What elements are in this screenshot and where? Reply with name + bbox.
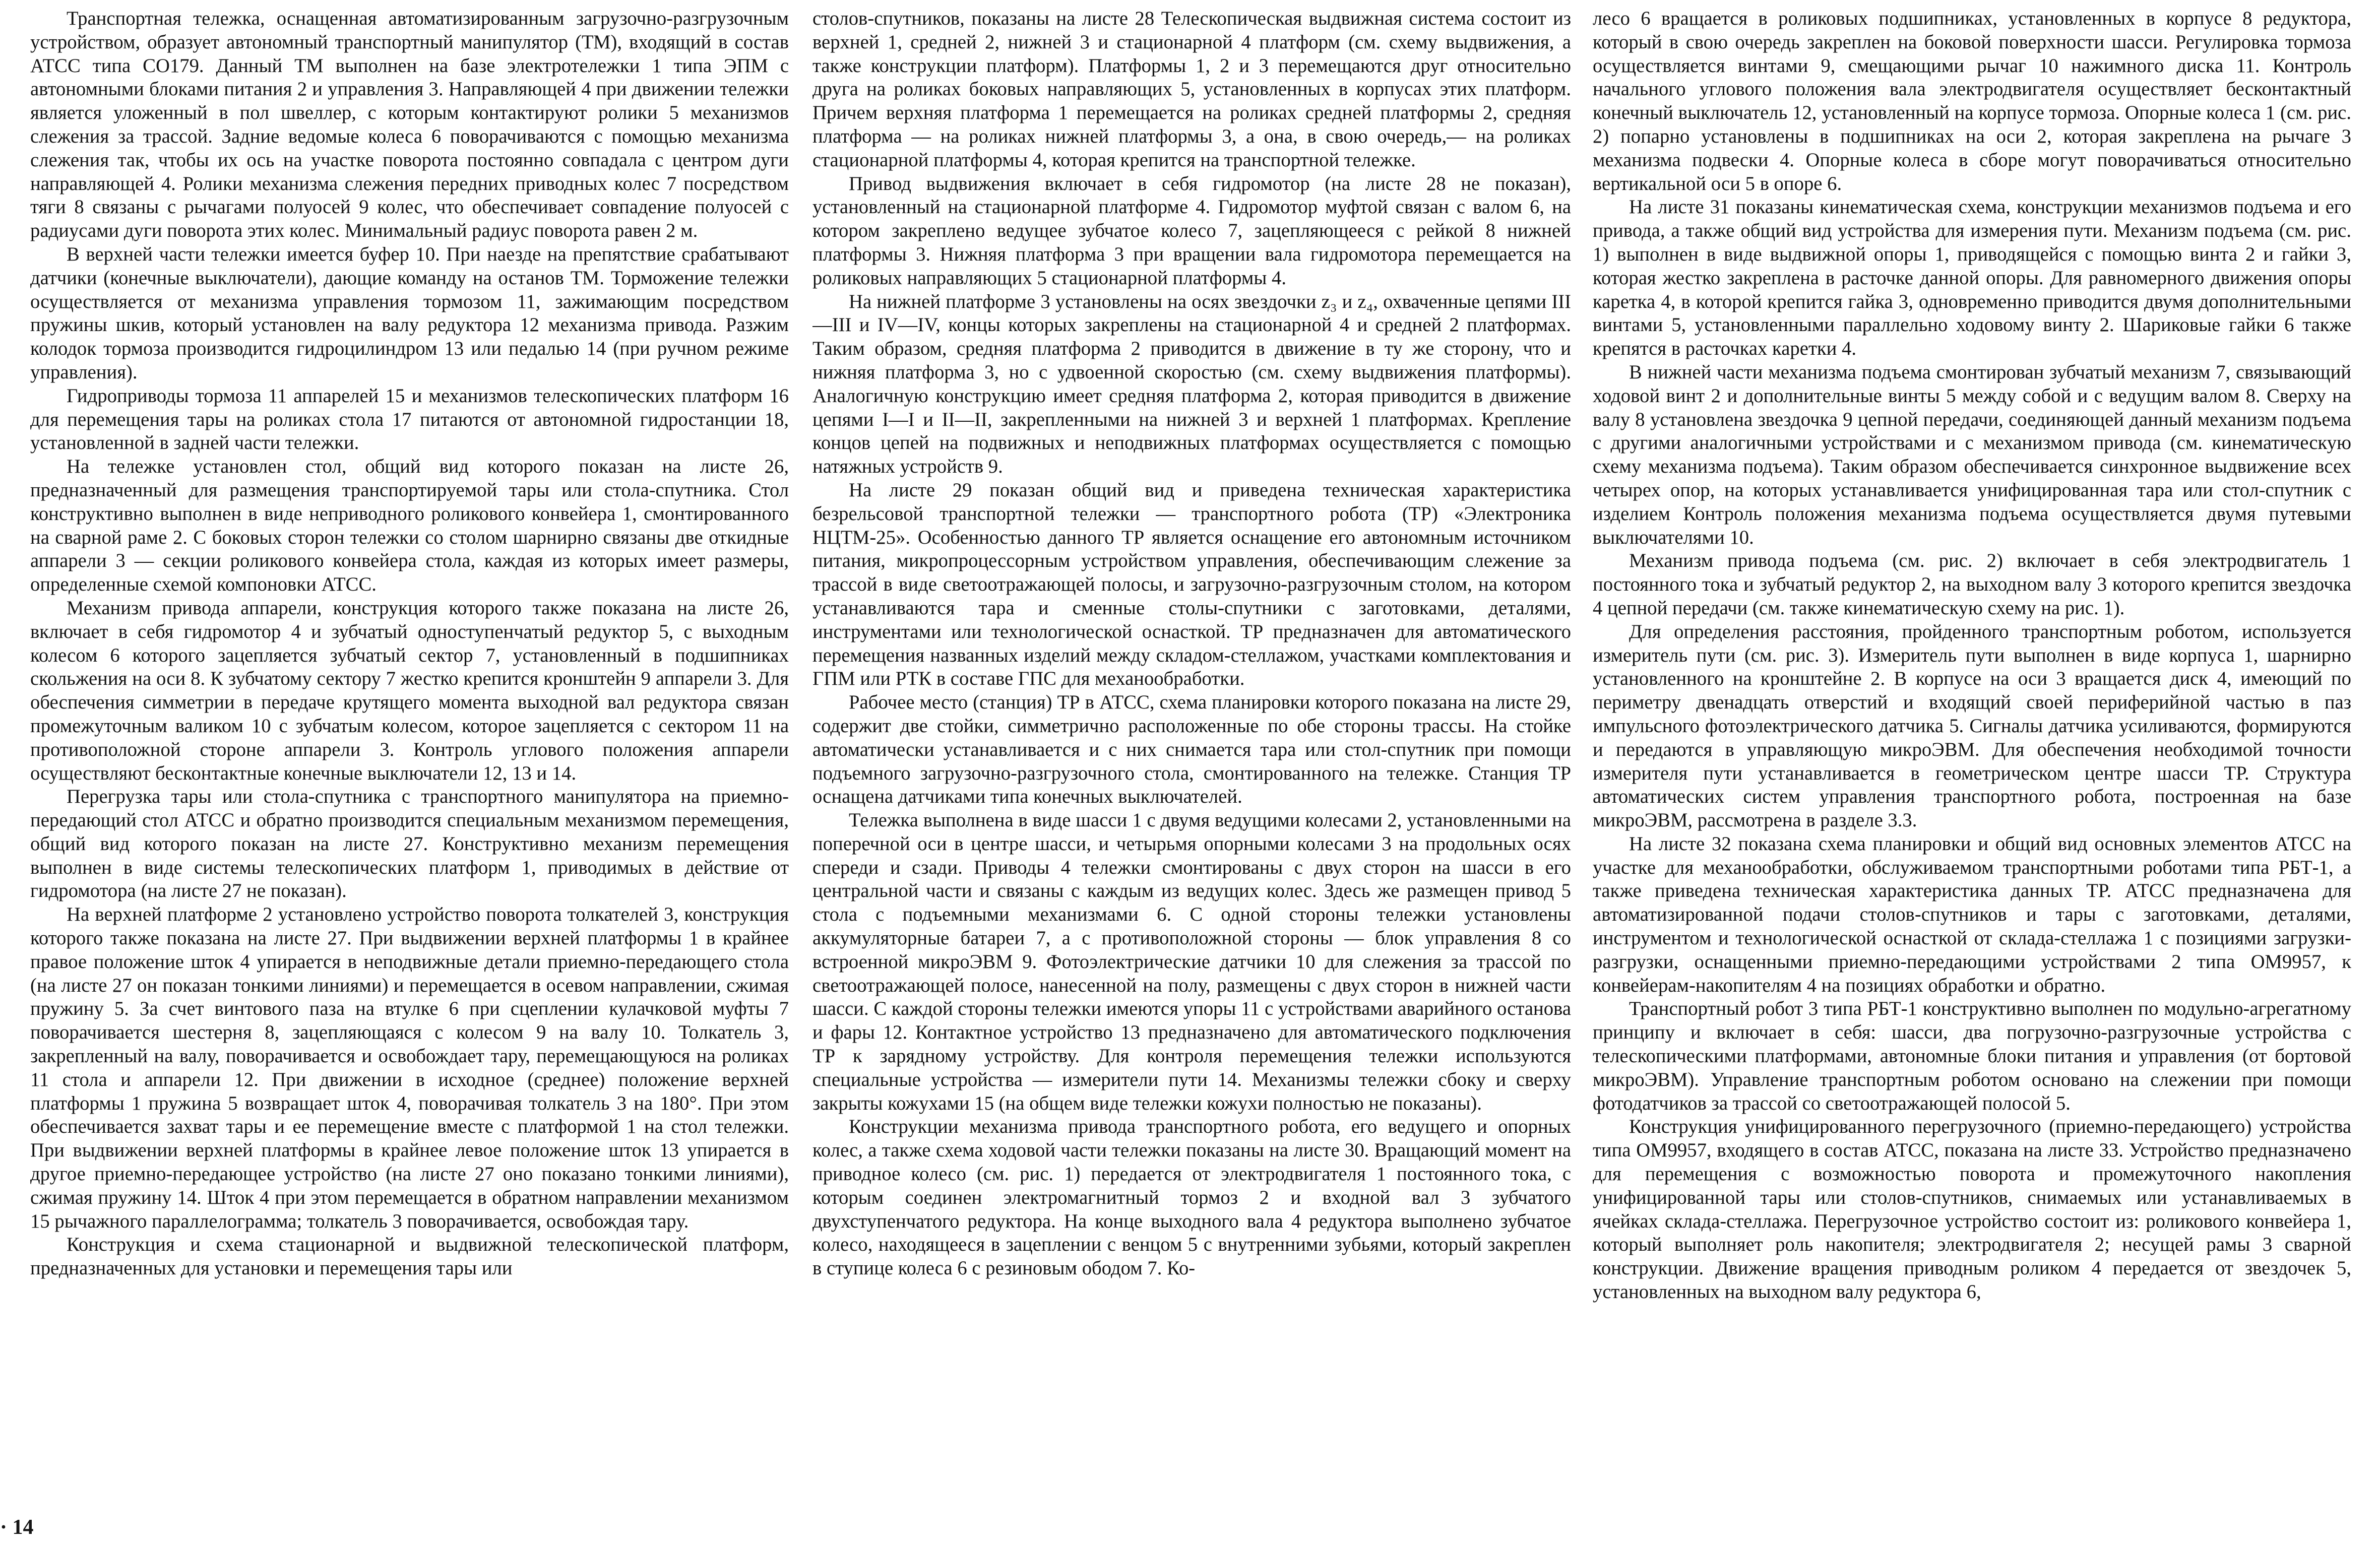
paragraph: Для определения расстояния, пройденного транспортным роботом, используется измеритель пути (см. рис. 3). Измеритель пути выполнен в виде корпуса 1, шарнирно установленного на кронштейне 2. В корпусе на оси 3 вращается диск 4, имеющий по периметру двенадцать отверстий и входящий своей периферийной частью в паз импульсного фотоэлектрического датчика 5. Сигналы датчика усиливаются, формируются и передаются в управляющую микроЭВМ. Для обеспечения необходимой точности измерителя пути устанавливается в геометрическом центре шасси ТР. Структура автоматических систем управления транспортного робота, построенная на базе микроЭВМ, рассмотрена в разделе 3.3.: [1593, 621, 2351, 831]
paragraph: Транспортный робот 3 типа РБТ-1 конструктивно выполнен по модульно-агрегатному принципу и включает в себя: шасси, два погрузочно-разгрузочные устройства с телескопическими платформами, автономные блоки питания и управления (от бортовой микроЭВМ). Управление транспортным роботом основано на слежении при помощи фотодатчиков за трассой со светоотражающей полосой 5.: [1593, 998, 2351, 1114]
paragraph: В нижней части механизма подъема смонтирован зубчатый механизм 7, связывающий ходовой винт 2 и дополнительные винты 5 между собой и с ведущим валом 8. Сверху на валу 8 установлена звездочка 9 цепной передачи, соединяющей данный механизм подъема с другими аналогичными устройствами и с механизмом привода (см. кинематическую схему механизма подъема). Таким образом обеспечивается синхронное выдвижение всех четырех опор, на которых устанавливается унифицированная тара или стол-спутник с изделием Контроль положения механизма подъема осуществляется двумя путевыми выключателями 10.: [1593, 361, 2351, 548]
paragraph: Механизм привода аппарели, конструкция которого также показана на листе 26, включает в себя гидромотор 4 и зубчатый одноступенчатый редуктор 5, с выходным колесом 6 которого зацепляется зубчатый сектор 7, установленный в подшипниках скольжения на оси 8. К зубчатому сектору 7 жестко крепится кронштейн 9 аппарели 3. Для обеспечения симметрии в передаче крутящего момента выходной вал редуктора связан промежуточным валиком 10 с зубчатым колесом, которое зацепляется с сектором 11 на противоположной стороне аппарели 3. Контроль углового положения аппарели осуществляют бесконтактные конечные выключатели 12, 13 и 14.: [30, 597, 789, 784]
paragraph: Гидроприводы тормоза 11 аппарелей 15 и механизмов телескопических платформ 16 для перемещения тары на роликах стола 17 питаются от автономной гидростанции 18, установленной в задней части тележки.: [30, 385, 789, 454]
paragraph: На листе 32 показана схема планировки и общий вид основных элементов АТСС на участке для механообработки, обслуживаемом транспортными роботами типа РБТ-1, а также приведена техническая характеристика данных ТР. АТСС предназначена для автоматизированной подачи столов-спутников и тары с заготовками, деталями, инструментом и технологической оснасткой от склада-стеллажа 1 с позициями загрузки-разгрузки, оснащенными приемно-передающими устройствами 2 типа ОМ9957, к конвейерам-накопителям 4 на позициях обработки и обратно.: [1593, 833, 2351, 996]
paragraph: Привод выдвижения включает в себя гидромотор (на листе 28 не показан), установленный на стационарной платформе 4. Гидромотор муфтой связан с валом 6, на котором закреплено ведущее зубчатое колесо 7, зацепляющееся с рейкой 8 нижней платформы 3. Нижняя платформа 3 при вращении вала гидромотора перемещается на роликовых направляющих 5 стационарной платформы 4.: [812, 173, 1571, 289]
paragraph: Механизм привода подъема (см. рис. 2) включает в себя электродвигатель 1 постоянного тока и зубчатый редуктор 2, на выходном валу 3 которого крепится звездочка 4 цепной передачи (см. также кинематическую схему на рис. 1).: [1593, 550, 2351, 619]
text-column-right: [1593, 7, 2351, 1519]
paragraph: столов-спутников, показаны на листе 28 Телескопическая выдвижная система состоит из верхней 1, средней 2, нижней 3 и стационарной 4 платформ (см. схему выдвижения, а также конструкции платформ). Платформы 1, 2 и 3 перемещаются друг относительно друга на роликах боковых направляющих 5, установленных в корпусах этих платформ. Причем верхняя платформа 1 перемещается на роликах средней платформы 2, средняя платформа — на роликах нижней платформы 3, а она, в свою очередь,— на роликах стационарной платформы 4, которая крепится на транспортной тележке.: [812, 8, 1571, 171]
text-column-left: [30, 7, 789, 1519]
paragraph: Конструкции механизма привода транспортного робота, его ведущего и опорных колес, а также схема ходовой части тележки показаны на листе 30. Вращающий момент на приводное колесо (см. рис. 1) передается от электродвигателя 1 постоянного тока, с которым соединен электромагнитный тормоз 2 и входной вал 3 зубчатого двухступенчатого редуктора. На конце выходного вала 4 редуктора выполнено зубчатое колесо, находящееся в зацеплении с венцом 5 с внутренними зубьями, который закреплен в ступице колеса 6 с резиновым ободом 7. Ко-: [812, 1116, 1571, 1279]
paragraph: На верхней платформе 2 установлено устройство поворота толкателей 3, конструкция которого также показана на листе 27. При выдвижении верхней платформы 1 в крайнее правое положение шток 4 упирается в неподвижные детали приемно-передающего стола (на листе 27 он показан тонкими линиями) и перемещается в осевом направлении, сжимая пружину 5. За счет винтового паза на втулке 6 при сцеплении кулачковой муфты 7 поворачивается шестерня 8, зацепляющаяся с колесом 9 на валу 10. Толкатель 3, закрепленный на валу, поворачивается и освобождает тару, перемещающуюся на роликах 11 стола и аппарели 12. При движении в исходное (среднее) положение верхней платформы 1 пружина 5 возвращает шток 4, поворачивая толкатель 3 на 180°. При этом обеспечивается захват тары и ее перемещение вместе с платформой 1 на стол тележки. При выдвижении верхней платформы в крайнее левое положение шток 13 упирается в другое приемно-передающее устройство (на листе 27 оно показано тонкими линиями), сжимая пружину 14. Шток 4 при этом перемещается в обратном направлении механизмом 15 рычажного параллелограмма; толкатель 3 поворачивается, освобождая тару.: [30, 904, 789, 1232]
paragraph: Рабочее место (станция) ТР в АТСС, схема планировки которого показана на листе 29, содержит две стойки, симметрично расположенные по обе стороны трассы. На стойке автоматически устанавливается и с них снимается тара или стол-спутник при помощи подъемного загрузочно-разгрузочного стола, смонтированного на тележке. Станция ТР оснащена датчиками типа конечных выключателей.: [812, 692, 1571, 808]
text-column-middle: [812, 7, 1571, 1519]
paragraph: Конструкция и схема стационарной и выдвижной телескопической платформ, предназначенных для установки и перемещения тары или: [30, 1234, 789, 1279]
paragraph: В верхней части тележки имеется буфер 10. При наезде на препятствие срабатывают датчики (конечные выключатели), дающие команду на останов ТМ. Торможение тележки осуществляется от механизма управления тормозом 11, зажимающим посредством пружины шкив, который установлен на валу редуктора 12 механизма привода. Разжим колодок тормоза производится гидроцилиндром 13 или педалью 14 (при ручном режиме управления).: [30, 243, 789, 383]
paragraph: На тележке установлен стол, общий вид которого показан на листе 26, предназначенный для размещения транспортируемой тары или стола-спутника. Стол конструктивно выполнен в виде неприводного роликового конвейера 1, смонтированного на сварной раме 2. С боковых сторон тележки со столом шарнирно связаны две откидные аппарели 3 — секции роликового конвейера стола, каждая из которых имеет размеры, определенные схемой компоновки АТСС.: [30, 456, 789, 596]
paragraph: Перегрузка тары или стола-спутника с транспортного манипулятора на приемно-передающий стол АТСС и обратно производится специальным механизмом перемещения, общий вид которого показан на листе 27. Конструктивно механизм перемещения выполнен в виде системы телескопических платформ 1, приводимых в действие от гидромотора (на листе 27 не показан).: [30, 786, 789, 902]
paragraph: Конструкция унифицированного перегрузочного (приемно-передающего) устройства типа ОМ9957, входящего в состав АТСС, показана на листе 33. Устройство предназначено для перемещения с возможностью поворота и промежуточного накопления унифицированной тары или столов-спутников, снимаемых или устанавливаемых в ячейках склада-стеллажа. Перегрузочное устройство состоит из: роликового конвейера 1, который выполняет роль накопителя; электродвигателя 2; несущей рамы 3 сварной конструкции. Движение вращения приводным роликом 4 передается от звездочек 5, установленных на выходном валу редуктора 6,: [1593, 1116, 2351, 1303]
paragraph: Транспортная тележка, оснащенная автоматизированным загрузочно-разгрузочным устройством, образует автономный транспортный манипулятор (ТМ), входящий в состав АТСС типа СО179. Данный ТМ выполнен на базе электротележки 1 типа ЭПМ с автономными блоками питания 2 и управления 3. Направляющей 4 при движении тележки является уложенный в пол швеллер, с которым контактируют ролики 5 механизмов слежения за трассой. Задние ведомые колеса 6 поворачиваются с помощью механизма слежения так, чтобы их ось на участке поворота постоянно совпадала с центром дуги направляющей 4. Ролики механизма слежения передних приводных колес 7 посредством тяги 8 связаны с рычагами полуосей 9 колес, что обеспечивает совпадение полуосей с радиусами дуги поворота этих колес. Минимальный радиус поворота равен 2 м.: [30, 8, 789, 242]
page-number: · 14: [0, 1516, 34, 1539]
paragraph: На листе 29 показан общий вид и приведена техническая характеристика безрельсовой транспортной тележки — транспортного робота (ТР) «Электроника НЦТМ-25». Особенностью данного ТР является оснащение его автономным источником питания, микропроцессорным устройством управления, обеспечивающим слежение за трассой в виде светоотражающей полосы, и загрузочно-разгрузочным столом, на котором устанавливаются тара и сменные столы-спутники с заготовками, деталями, инструментами или технологической оснасткой. ТР предназначен для автоматического перемещения названных изделий между складом-стеллажом, участками комплектования и ГПМ или РТК в составе ГПС для механообработки.: [812, 479, 1571, 690]
paragraph: лесо 6 вращается в роликовых подшипниках, установленных в корпусе 8 редуктора, который в свою очередь закреплен на боковой поверхности шасси. Регулировка тормоза осуществляется винтами 9, смещающими рычаг 10 нажимного диска 11. Контроль начального углового положения вала электродвигателя осуществляет бесконтактный конечный выключатель 12, установленный на корпусе тормоза. Опорные колеса 1 (см. рис. 2) попарно установлены в подшипниках на оси 2, которая закреплена на рычаге 3 механизма подвески 4. Опорные колеса в сборе могут поворачиваться относительно вертикальной оси 5 в опоре 6.: [1593, 8, 2351, 195]
paragraph: На нижней платформе 3 установлены на осях звездочки z₃ и z₄, охваченные цепями III—III и IV—IV, концы которых закреплены на стационарной 4 и средней 2 платформах. Таким образом, средняя платформа 2 приводится в движение в ту же сторону, что и нижняя платформа 3, но с удвоенной скоростью (см. схему выдвижения платформы). Аналогичную конструкцию имеет средняя платформа 2, которая приводится в движение цепями I—I и II—II, закрепленными на нижней 3 и верхней 1 платформах. Крепление концов цепей на подвижных и неподвижных платформах осуществляется с помощью натяжных устройств 9.: [812, 291, 1571, 478]
paragraph: На листе 31 показаны кинематическая схема, конструкции механизмов подъема и его привода, а также общий вид устройства для измерения пути. Механизм подъема (см. рис. 1) выполнен в виде выдвижной опоры 1, приводящейся с помощью винта 2 и гайки 3, которая жестко закреплена в расточке данной опоры. Для равномерного движения опоры каретка 4, в которой крепится гайка 3, одновременно приводится двумя дополнительными винтами 5, установленными параллельно ходовому винту 2. Шариковые гайки 6 также крепятся в расточках каретки 4.: [1593, 197, 2351, 360]
paragraph: Тележка выполнена в виде шасси 1 с двумя ведущими колесами 2, установленными на поперечной оси в центре шасси, и четырьмя опорными колесами 3 на продольных осях спереди и сзади. Приводы 4 тележки смонтированы с двух сторон на шасси в его центральной части и связаны с каждым из ведущих колес. Здесь же размещен привод 5 стола с подъемными механизмами 6. С одной стороны тележки установлены аккумуляторные батареи 7, а с противоположной стороны — блок управления 8 со встроенной микроЭВМ 9. Фотоэлектрические датчики 10 для слежения за трассой по светоотражающей полосе, нанесенной на полу, размещены с двух сторон в нижней части шасси. С каждой стороны тележки имеются упоры 11 с устройствами аварийного останова и фары 12. Контактное устройство 13 предназначено для автоматического подключения ТР к зарядному устройству. Для контроля перемещения тележки используются специальные устройства — измерители пути 14. Механизмы тележки сбоку и сверху закрыты кожухами 15 (на общем виде тележки кожухи полностью не показаны).: [812, 810, 1571, 1114]
